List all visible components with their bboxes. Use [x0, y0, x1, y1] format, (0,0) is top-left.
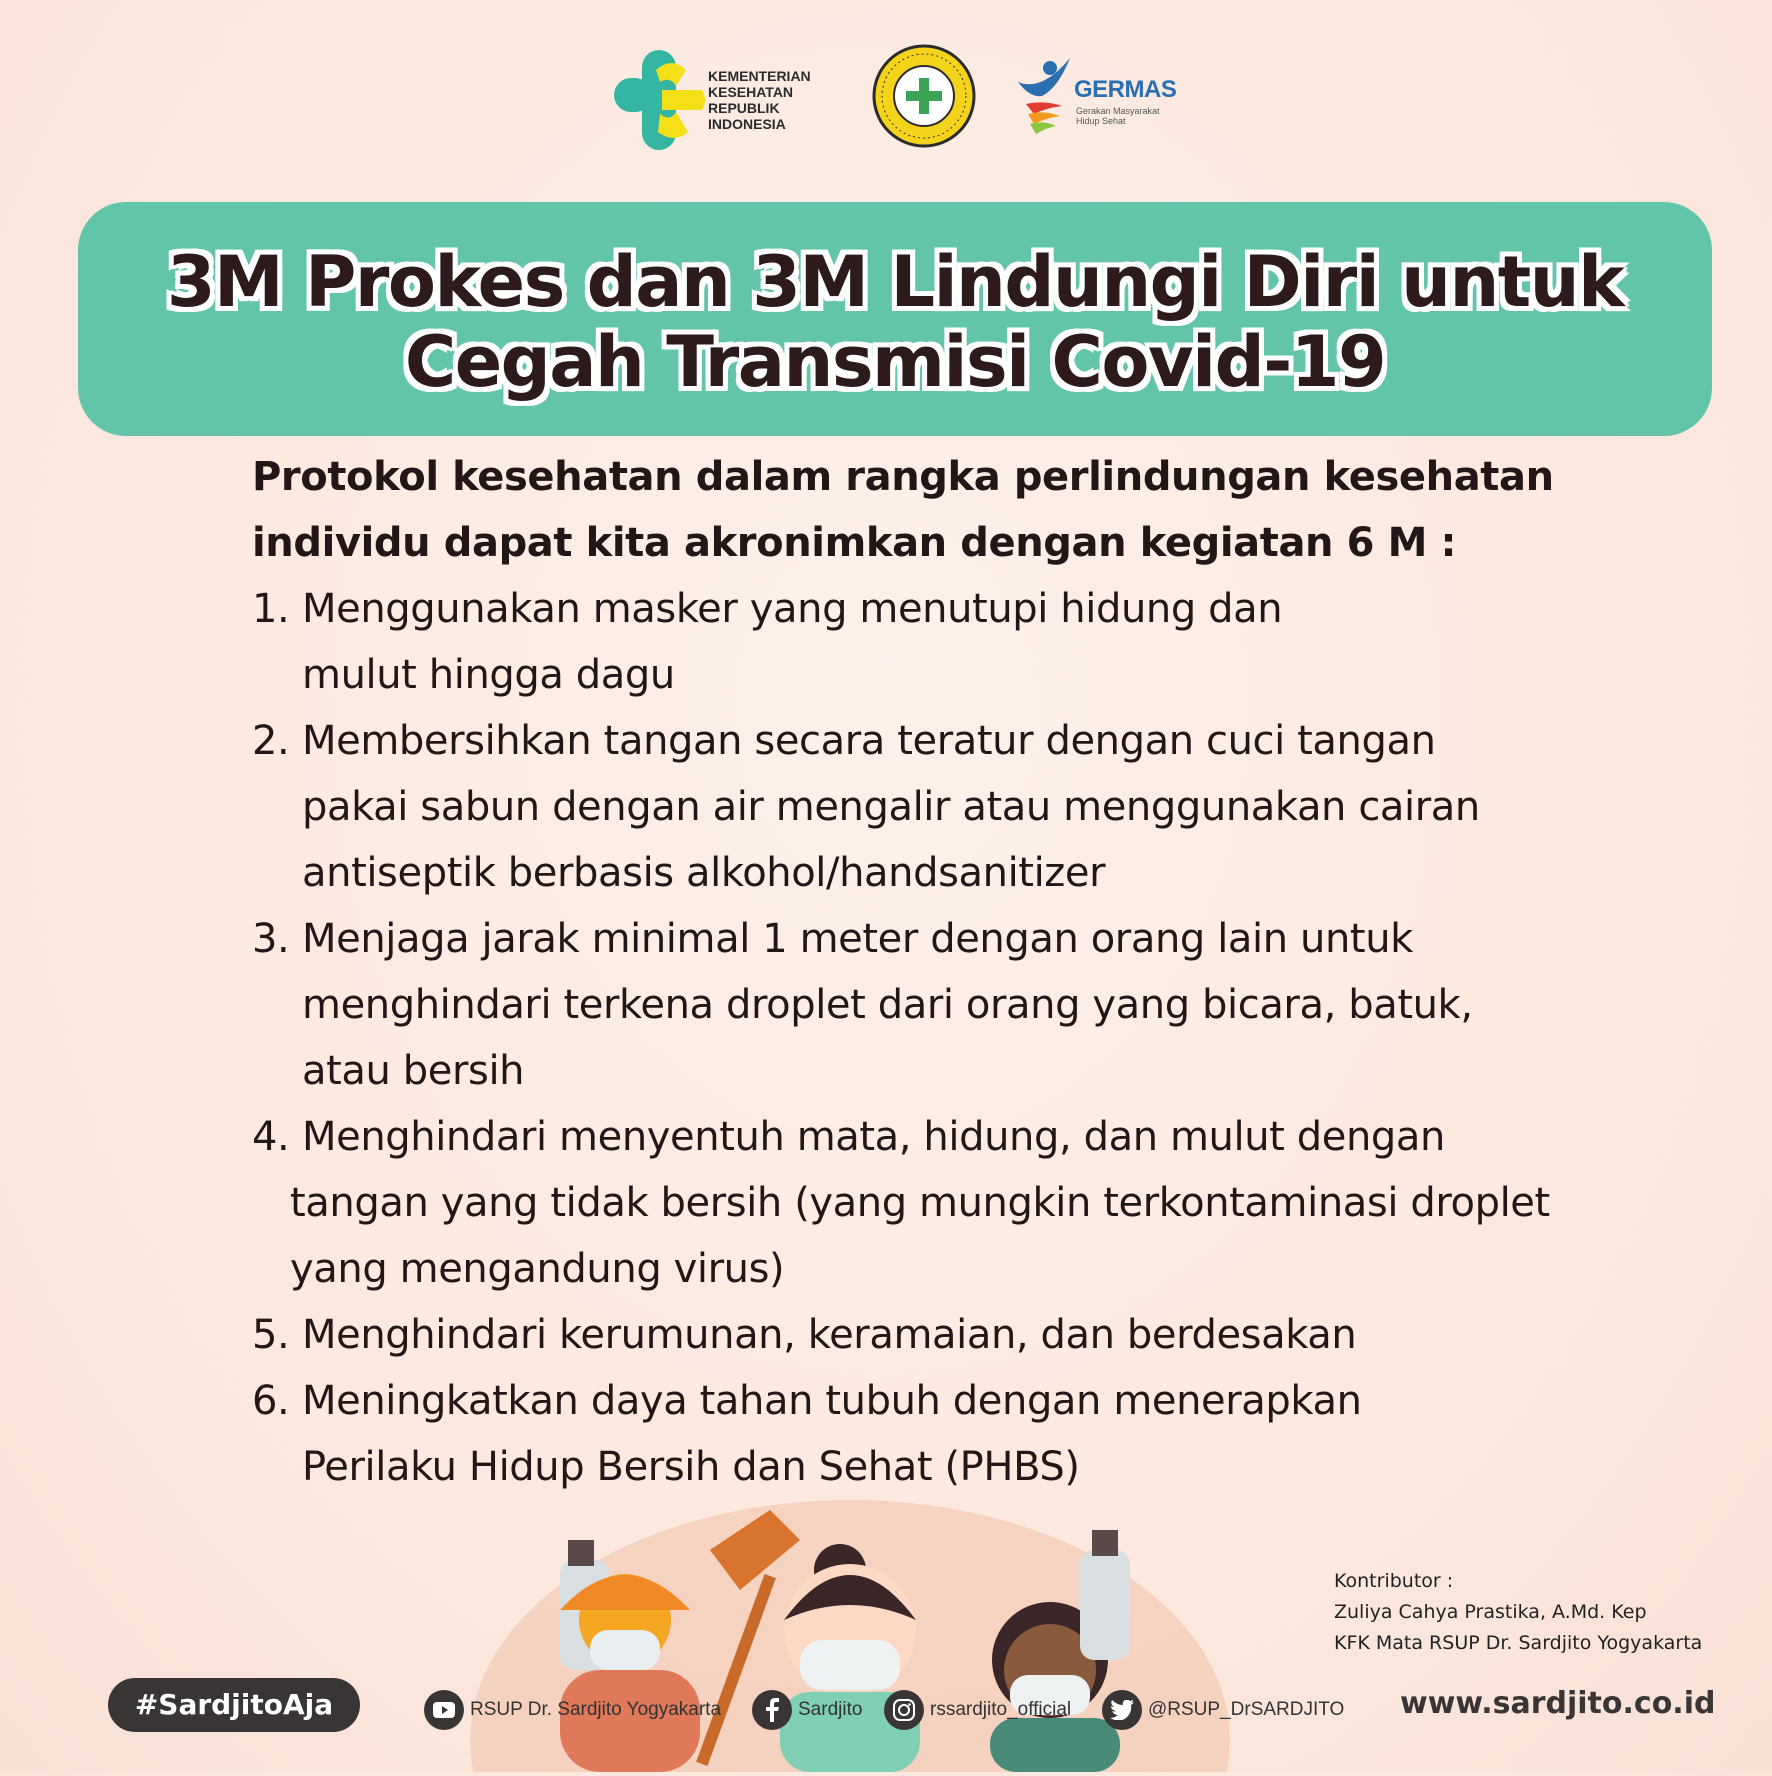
twitter-link[interactable]: [1102, 1690, 1344, 1730]
list-line: Menggunakan masker yang menutupi hidung dan: [302, 586, 1283, 632]
logo-bar: [0, 44, 1772, 154]
contributor-block: [1334, 1566, 1702, 1659]
twitter-label: @RSUP_DrSARDJITO: [1148, 1699, 1345, 1720]
title-banner: [78, 202, 1712, 436]
facebook-icon: [752, 1690, 792, 1730]
list-line: menghindari terkena droplet dari orang yang bicara, batuk,: [302, 982, 1473, 1028]
list-number: 2.: [252, 718, 290, 764]
list-item: [252, 576, 1712, 708]
seal-icon: [872, 44, 976, 148]
kemenkes-text: [708, 68, 811, 132]
twitter-icon: [1102, 1690, 1142, 1730]
kemenkes-line: REPUBLIK: [708, 100, 780, 116]
list-line: Menghindari menyentuh mata, hidung, dan mulut dengan: [302, 1114, 1445, 1160]
intro-text: [252, 444, 1612, 576]
germas-name: GERMAS: [1074, 76, 1177, 103]
germas-logo: [1012, 52, 1182, 142]
youtube-icon: [424, 1690, 464, 1730]
list-item: [252, 906, 1712, 1104]
list-line: Meningkatkan daya tahan tubuh dengan menerapkan: [302, 1378, 1362, 1424]
kemenkes-emblem-icon: [612, 48, 708, 152]
page-title: [78, 242, 1712, 402]
list-line: mulut hingga dagu: [302, 652, 675, 698]
youtube-label: RSUP Dr. Sardjito Yogyakarta: [470, 1699, 722, 1720]
list-number: 1.: [252, 586, 290, 632]
list-line: tangan yang tidak bersih (yang mungkin terkontaminasi droplet: [290, 1180, 1550, 1226]
list-line: Menjaga jarak minimal 1 meter dengan orang lain untuk: [302, 916, 1413, 962]
kemenkes-logo: [612, 48, 822, 152]
instagram-icon: [884, 1690, 924, 1730]
intro-line-2: individu dapat kita akronimkan dengan kegiatan 6 M :: [252, 520, 1457, 566]
website-link[interactable]: www.sardjito.co.id: [1400, 1686, 1716, 1721]
list-number: 3.: [252, 916, 290, 962]
protocol-list: [252, 576, 1712, 1500]
germas-figure-icon: [1012, 52, 1076, 142]
facebook-label: Sardjito: [798, 1699, 863, 1720]
germas-tagline: Gerakan Masyarakat Hidup Sehat: [1076, 106, 1160, 126]
youtube-link[interactable]: [424, 1690, 721, 1730]
contributor-label: Kontributor :: [1334, 1570, 1454, 1592]
list-item: [252, 1104, 1712, 1302]
contributor-name: Zuliya Cahya Prastika, A.Md. Kep: [1334, 1601, 1647, 1623]
title-line-2: Cegah Transmisi Covid-19: [404, 321, 1386, 403]
intro-line-1: Protokol kesehatan dalam rangka perlindungan kesehatan: [252, 454, 1554, 500]
hashtag-badge: #SardjitoAja: [108, 1678, 360, 1732]
footer: [0, 1676, 1772, 1736]
list-line: Perilaku Hidup Bersih dan Sehat (PHBS): [302, 1444, 1080, 1490]
kemenkes-line: KEMENTERIAN: [708, 68, 811, 84]
title-line-1: 3M Prokes dan 3M Lindungi Diri untuk: [166, 241, 1624, 323]
list-number: 4.: [252, 1114, 290, 1160]
facebook-link[interactable]: [752, 1690, 862, 1730]
instagram-label: rssardjito_official: [930, 1699, 1072, 1720]
list-line: antiseptik berbasis alkohol/handsanitizer: [302, 850, 1106, 896]
list-line: atau bersih: [302, 1048, 525, 1094]
list-line: Menghindari kerumunan, keramaian, dan berdesakan: [302, 1312, 1357, 1358]
sardjito-seal-logo: [872, 44, 976, 148]
list-line: pakai sabun dengan air mengalir atau menggunakan cairan: [302, 784, 1480, 830]
list-item: [252, 1302, 1712, 1368]
contributor-unit: KFK Mata RSUP Dr. Sardjito Yogyakarta: [1334, 1632, 1703, 1654]
list-number: 5.: [252, 1312, 290, 1358]
instagram-link[interactable]: [884, 1690, 1071, 1730]
kemenkes-line: INDONESIA: [708, 116, 786, 132]
list-item: [252, 708, 1712, 906]
list-line: Membersihkan tangan secara teratur dengan cuci tangan: [302, 718, 1436, 764]
list-line: yang mengandung virus): [290, 1246, 785, 1292]
list-number: 6.: [252, 1378, 290, 1424]
kemenkes-line: KESEHATAN: [708, 84, 794, 100]
